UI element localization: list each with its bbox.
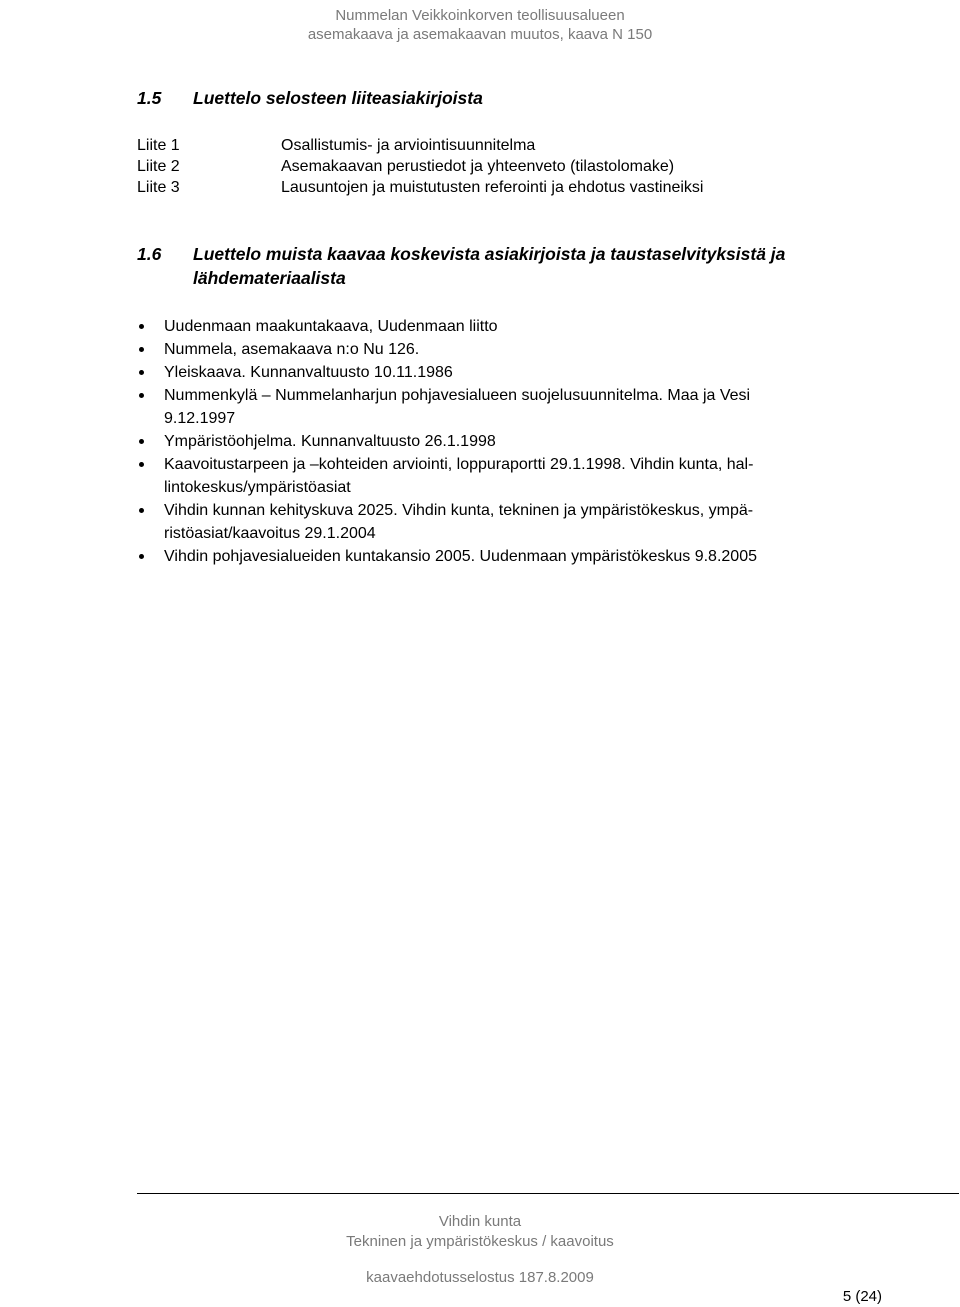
attachment-row	[137, 135, 837, 156]
list-item	[137, 315, 885, 338]
attachment-list	[137, 135, 837, 198]
list-item-text: Ympäristöohjelma. Kunnanvaltuusto 26.1.1998	[164, 433, 496, 450]
section-number: 1.6	[137, 244, 162, 264]
section-1-5-heading	[137, 86, 873, 110]
list-item-text: 9.12.1997	[164, 410, 236, 427]
list-item	[137, 384, 885, 430]
attachment-text: Lausuntojen ja muistutusten referointi ja ehdotus vastineiksi	[281, 179, 704, 196]
section-title-line: lähdemateriaalista	[193, 268, 346, 288]
header-line-1: Nummelan Veikkoinkorven teollisuusalueen	[335, 7, 625, 24]
footer-org-line-1: Vihdin kunta	[438, 1213, 522, 1230]
list-item	[137, 338, 885, 361]
list-item	[137, 361, 885, 384]
attachment-label: Liite 1	[137, 137, 180, 154]
section-number: 1.5	[137, 88, 162, 108]
list-item-text: Kaavoitustarpeen ja –kohteiden arviointi, loppuraportti 29.1.1998. Vihdin kunta, hal-	[164, 456, 754, 473]
footer-divider	[137, 1193, 959, 1194]
list-item-text: Vihdin pohjavesialueiden kuntakansio 2005. Uudenmaan ympäristökeskus 9.8.2005	[164, 548, 757, 565]
list-item	[137, 545, 885, 568]
list-item-text: lintokeskus/ympäristöasiat	[164, 479, 351, 496]
section-title	[193, 242, 873, 290]
attachment-text: Osallistumis- ja arviointisuunnitelma	[281, 137, 536, 154]
attachment-label: Liite 3	[137, 179, 180, 196]
list-item-text: Nummenkylä – Nummelanharjun pohjavesialueen suojelusuunnitelma. Maa ja Vesi	[164, 387, 751, 404]
list-item-text: Nummela, asemakaava n:o Nu 126.	[164, 341, 420, 358]
section-title: Luettelo selosteen liiteasiakirjoista	[193, 88, 483, 108]
list-item-text: Vihdin kunnan kehityskuva 2025. Vihdin kunta, tekninen ja ympäristökeskus, ympä-	[164, 502, 754, 519]
section-1-6-heading	[137, 242, 873, 290]
attachment-label: Liite 2	[137, 158, 180, 175]
list-item-text: ristöasiat/kaavoitus 29.1.2004	[164, 525, 376, 542]
list-item	[137, 453, 885, 499]
footer-org	[0, 1212, 960, 1252]
attachment-row	[137, 156, 837, 177]
attachment-text: Asemakaavan perustiedot ja yhteenveto (tilastolomake)	[281, 158, 675, 175]
page-header	[0, 6, 960, 44]
list-item-text: Yleiskaava. Kunnanvaltuusto 10.11.1986	[164, 364, 453, 381]
section-title-line: Luettelo muista kaavaa koskevista asiakirjoista ja taustaselvityksistä ja	[193, 244, 786, 264]
list-item-text: Uudenmaan maakuntakaava, Uudenmaan liitto	[164, 318, 498, 335]
footer-org-line-2: Tekninen ja ympäristökeskus / kaavoitus	[346, 1233, 614, 1250]
list-item	[137, 430, 885, 453]
list-item	[137, 499, 885, 545]
reference-list	[137, 315, 885, 568]
header-line-2: asemakaava ja asemakaavan muutos, kaava N 150	[307, 26, 653, 43]
page-number: 5 (24)	[842, 1288, 882, 1305]
attachment-row	[137, 177, 837, 198]
footer-document-name: kaavaehdotusselostus 187.8.2009	[366, 1269, 594, 1286]
